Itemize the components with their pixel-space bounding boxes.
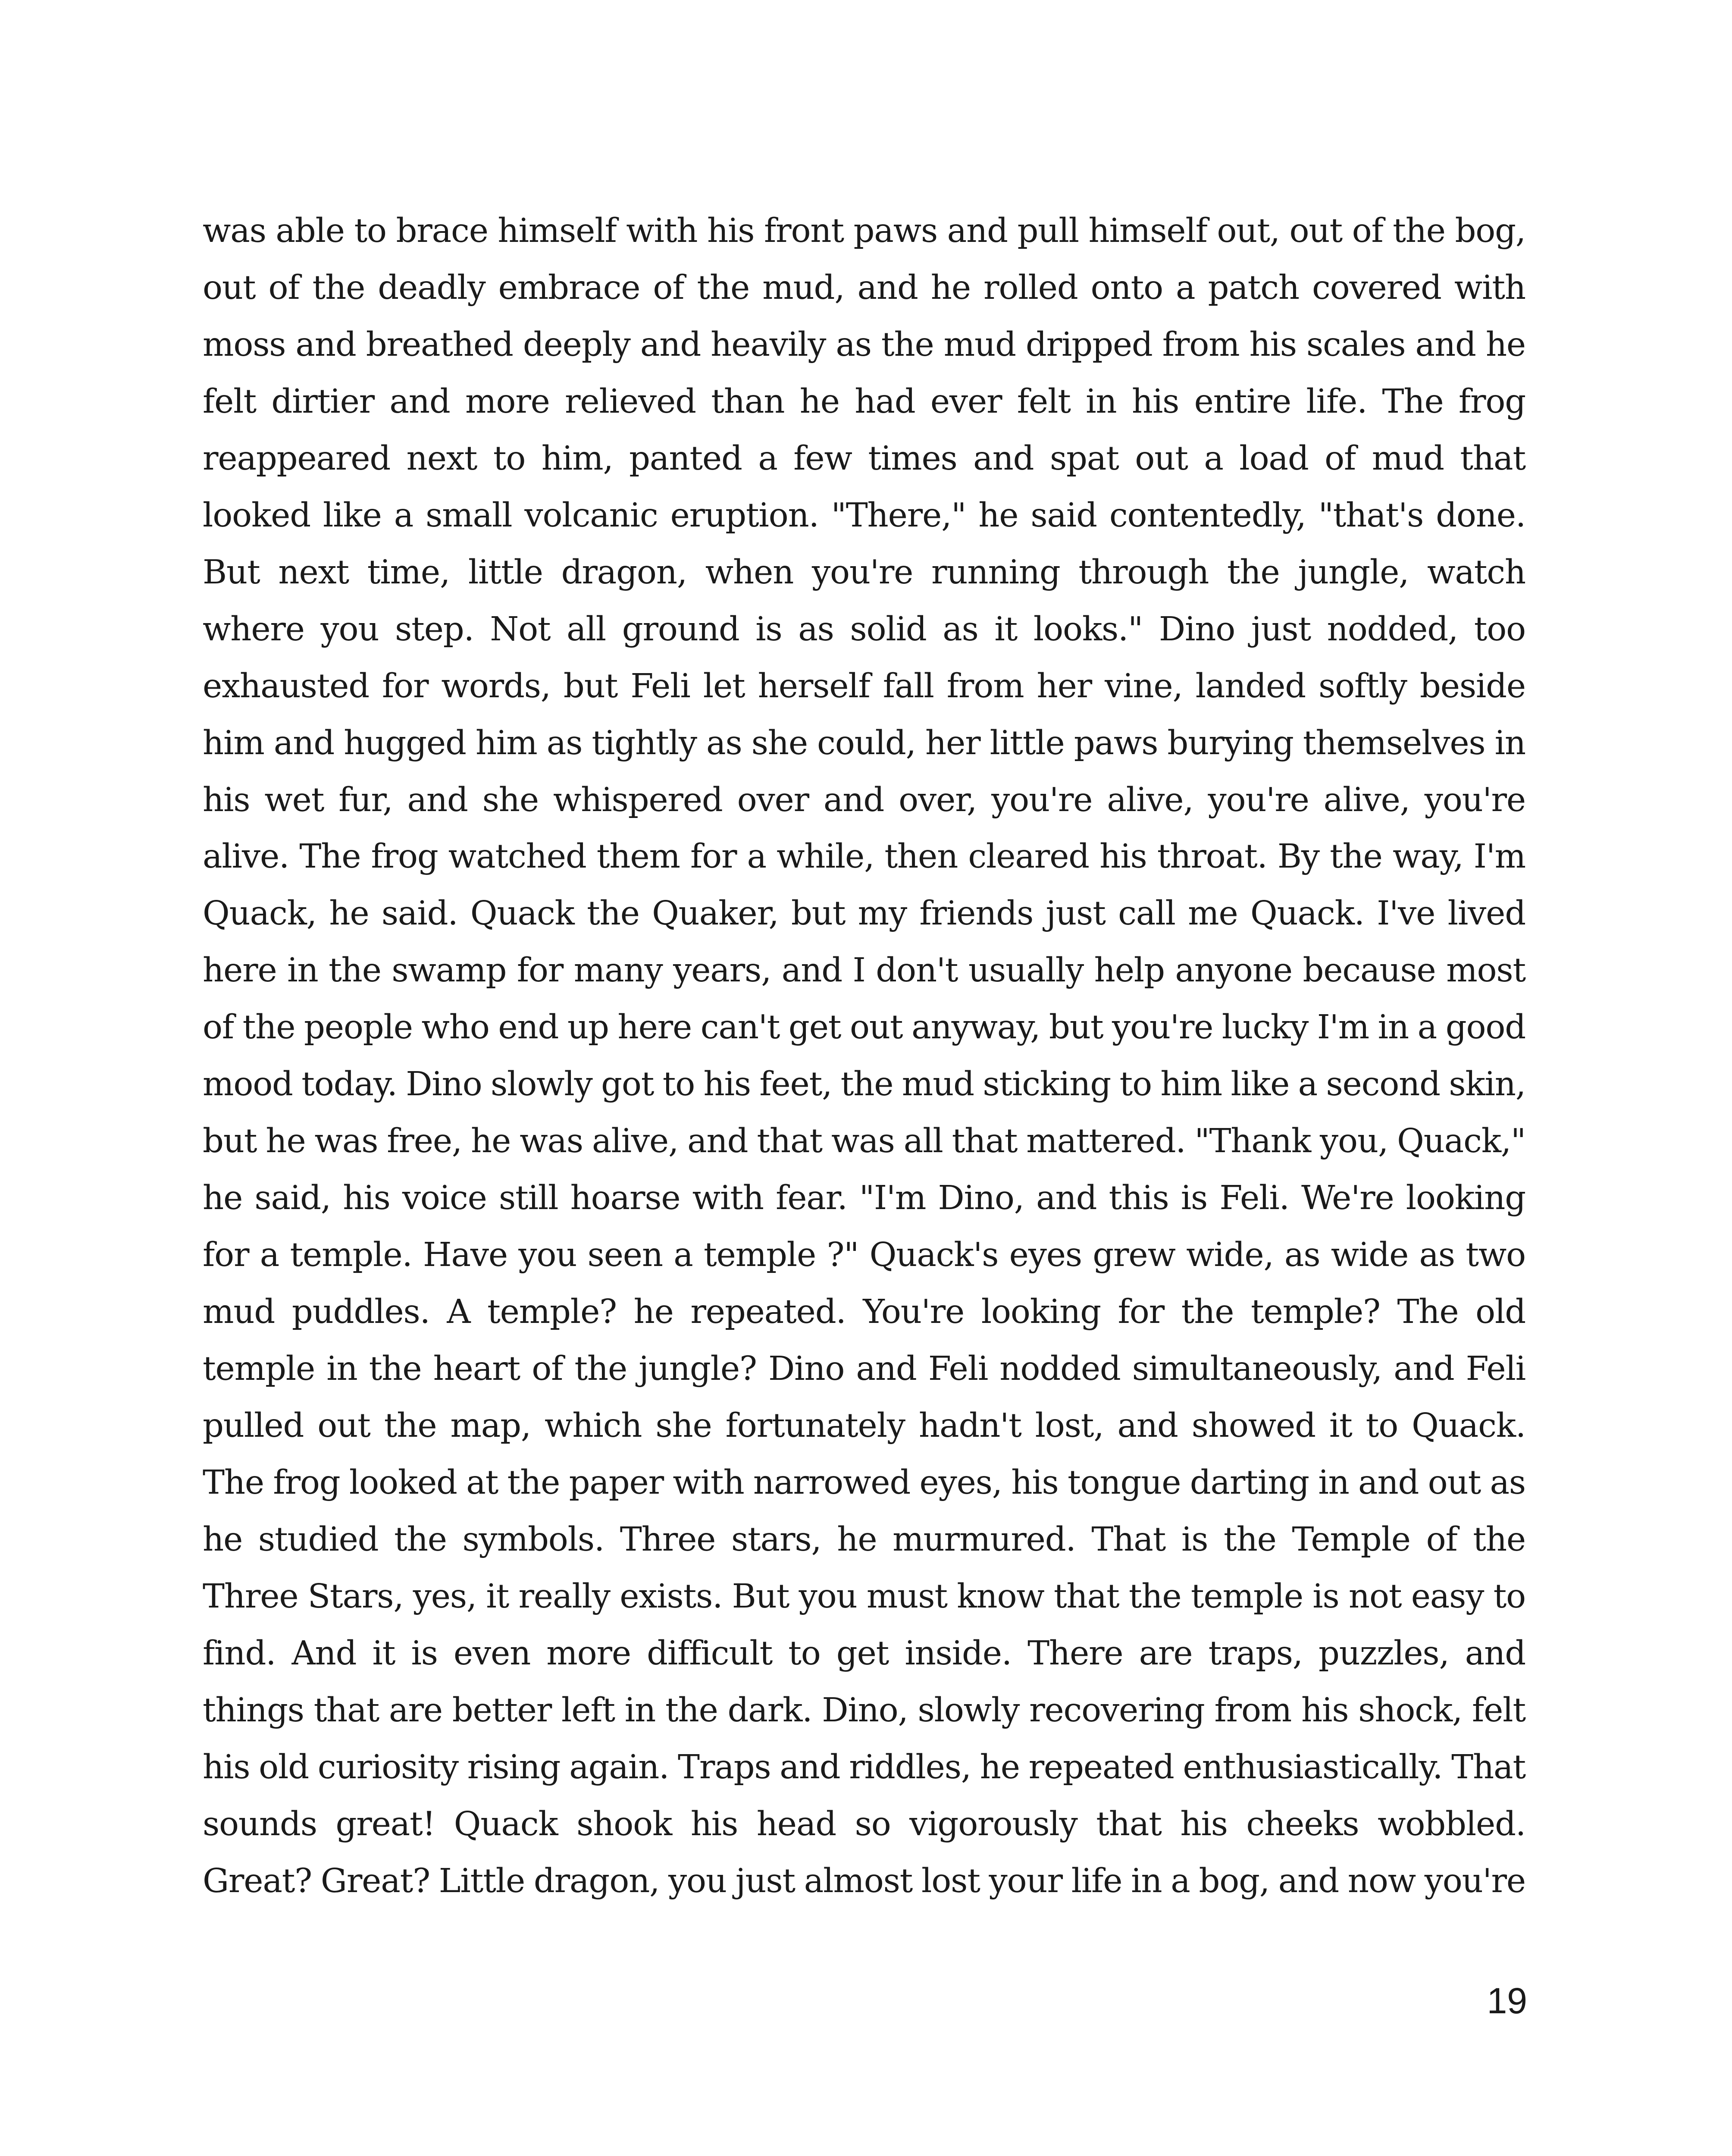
body-paragraph: was able to brace himself with his front paws and pull himself out, out of the bog, out of the deadly embrace of the mud, and he rolled onto a patch covered with moss and breathed deeply and heavily as the mud dripped from his scales and he felt dirtier and more relieved than he had ever felt in his entire life. The frog reappeared next to him, panted a few times and spat out a load of mud that looked like a small volcanic eruption. "There," he said contentedly, "that's done. But next time, little dragon, when you're running through the jungle, watch where you step. Not all ground is as solid as it looks." Dino just nodded, too exhausted for words, but Feli let herself fall from her vine, landed softly beside him and hugged him as tightly as she could, her little paws burying themselves in his wet fur, and she whispered over and over, you're alive, you're alive, you're alive. The frog watched them for a while, then cleared his throat. By the way, I'm Quack, he said. Quack the Quaker, but my friends just call me Quack. I've lived here in the swamp for many years, and I don't usually help anyone because most of the people who end up here can't get out anyway, but you're lucky I'm in a good mood today. Dino slowly got to his feet, the mud sticking to him like a second skin, but he was free, he was alive, and that was all that mattered. "Thank you, Quack," he said, his voice still hoarse with fear. "I'm Dino, and this is Feli. We're looking for a temple. Have you seen a temple ?" Quack's eyes grew wide, as wide as two mud puddles. A temple? he repeated. You're looking for the temple? The old temple in the heart of the jungle? Dino and Feli nodded simultaneously, and Feli pulled out the map, which she fortunately hadn't lost, and showed it to Quack. The frog looked at the paper with narrowed eyes, his tongue darting in and out as he studied the symbols. Three stars, he murmured. That is the Temple of the Three Stars, yes, it really exists. But you must know that the temple is not easy to find. And it is even more difficult to get inside. There are traps, puzzles, and things that are better left in the dark. Dino, slowly recovering from his shock, felt his old curiosity rising again. Traps and riddles, he repeated enthusiastically. That sounds great! Quack shook his head so vigorously that his cheeks wobbled. Great? Great? Little dragon, you just almost lost your life in a bog, and now you're xyxy=(203,212,1525,1900)
page-number: 19 xyxy=(1487,1981,1527,2021)
